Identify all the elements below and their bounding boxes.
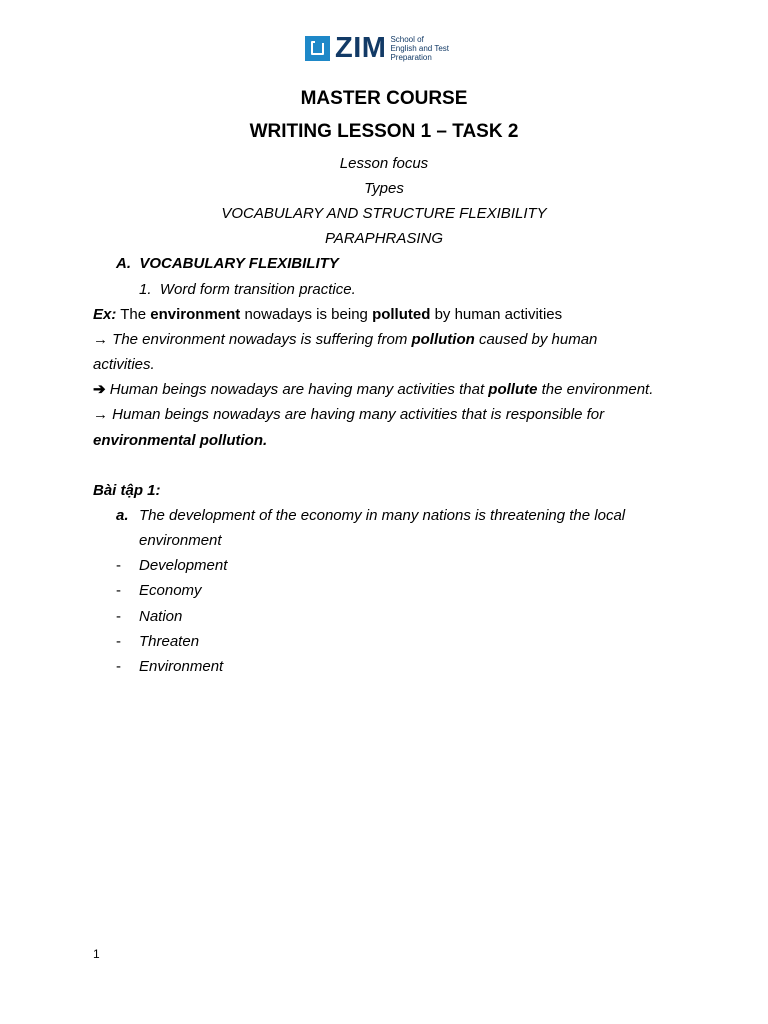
paraphrase-1-bold: pollution [411, 331, 475, 348]
arrow-icon: → [93, 406, 108, 423]
exercise-a-marker: a. [116, 507, 129, 524]
logo-tagline [390, 35, 449, 62]
paraphrase-1-post: caused by human [478, 331, 598, 348]
bullet-dash: - [116, 633, 121, 650]
bullet-dash: - [116, 582, 121, 599]
example-part-1: The [120, 306, 147, 323]
focus-line-1: Lesson focus [339, 155, 429, 172]
item-1-marker: 1. [139, 281, 152, 298]
exercise-a-text-2: environment [139, 532, 222, 549]
paraphrase-1-cont: activities. [93, 356, 155, 373]
bullet-dash: - [116, 658, 121, 675]
focus-line-2: Types [364, 180, 404, 197]
word-item: Environment [139, 658, 224, 675]
example-part-5: by human activities [434, 306, 563, 323]
paraphrase-3-pre: Human beings nowadays are having many activities that is responsible for [112, 406, 605, 423]
paraphrase-1 [93, 331, 597, 349]
course-title: MASTER COURSE [300, 88, 468, 109]
logo-tagline-1: School of [390, 35, 424, 44]
paraphrase-2-pre: Human beings nowadays are having many activities that [109, 381, 485, 398]
page-number: 1 [93, 947, 100, 961]
example-sentence [93, 306, 562, 324]
paraphrase-3 [93, 406, 604, 424]
arrow-icon: → [93, 331, 108, 348]
paraphrase-1-pre: The environment nowadays is suffering from [112, 331, 408, 348]
section-a-title: VOCABULARY FLEXIBILITY [139, 255, 339, 272]
word-item: Development [139, 557, 228, 574]
word-item: Nation [139, 608, 183, 625]
paraphrase-3-cont: environmental pollution. [93, 432, 268, 449]
bullet-dash: - [116, 608, 121, 625]
item-1-text: Word form transition practice. [159, 281, 356, 298]
lesson-title: WRITING LESSON 1 – TASK 2 [249, 121, 519, 142]
section-a-marker: A. [116, 255, 131, 272]
bullet-dash: - [116, 557, 121, 574]
exercise-a-text-1: The development of the economy in many nations is threatening the local [139, 507, 626, 524]
example-part-4: polluted [372, 306, 431, 323]
zim-logo [305, 32, 449, 64]
section-a-heading [116, 255, 339, 273]
paraphrase-2 [93, 381, 653, 399]
example-part-3: nowadays is being [244, 306, 368, 323]
logo-tagline-3: Preparation [390, 53, 432, 62]
focus-line-3: VOCABULARY AND STRUCTURE FLEXIBILITY [221, 205, 547, 222]
book-icon [305, 36, 330, 61]
logo-tagline-2: English and Test [390, 44, 449, 53]
logo-name: ZIM [335, 32, 387, 64]
example-part-2: environment [150, 306, 241, 323]
arrow-icon: ➔ [93, 381, 106, 398]
exercise-title: Bài tập 1: [93, 482, 161, 499]
item-1 [139, 281, 356, 299]
focus-line-4: PARAPHRASING [324, 230, 444, 247]
word-item: Economy [139, 582, 202, 599]
word-item: Threaten [139, 633, 200, 650]
example-label: Ex: [93, 306, 117, 323]
paraphrase-2-post: the environment. [541, 381, 654, 398]
paraphrase-2-bold: pollute [488, 381, 538, 398]
